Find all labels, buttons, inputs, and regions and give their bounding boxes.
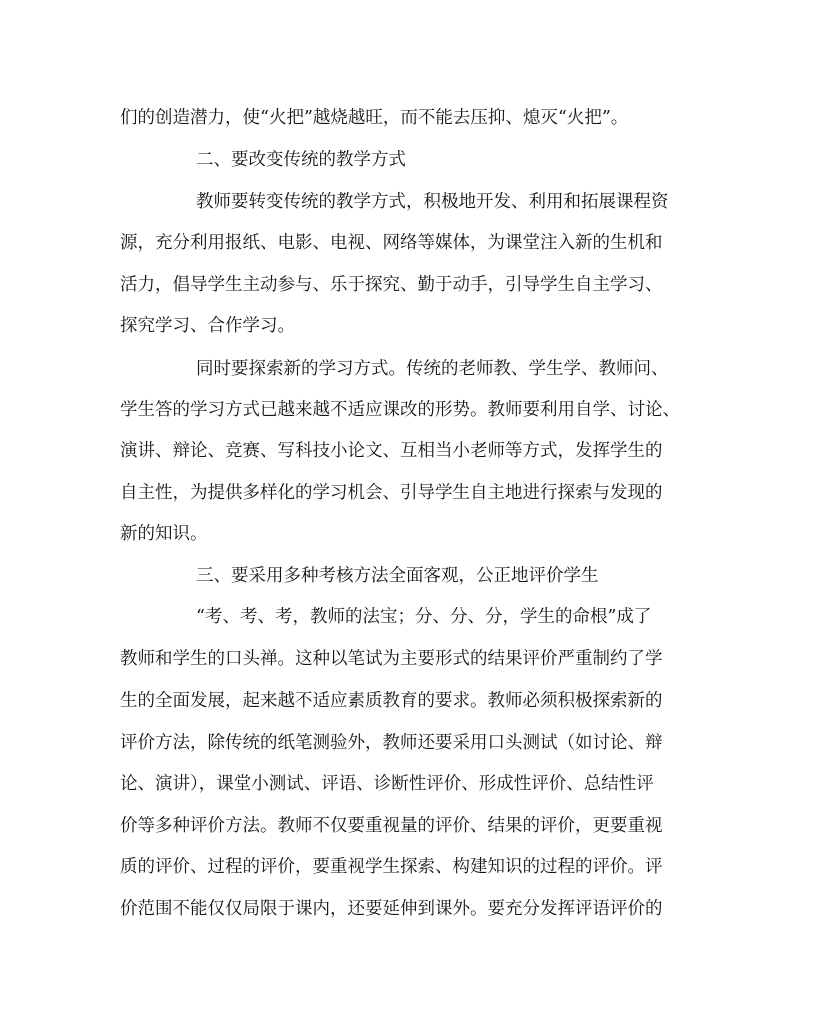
paragraph-line: 源，充分利用报纸、电影、电视、网络等媒体，为课堂注入新的生机和: [120, 233, 663, 253]
section-heading-3: 三、要采用多种考核方法全面客观，公正地评价学生: [196, 566, 599, 586]
paragraph-line: 新的知识。: [120, 524, 208, 544]
paragraph-line: “考、考、考，教师的法宝；分、分、分，学生的命根”成了: [196, 607, 652, 627]
paragraph-line: 教师要转变传统的教学方式，积极地开发、利用和拓展课程资: [196, 192, 669, 212]
paragraph-line: 教师和学生的口头禅。这种以笔试为主要形式的结果评价严重制约了学: [120, 649, 663, 669]
paragraph-line: 探究学习、合作学习。: [120, 316, 295, 336]
paragraph-line: 同时要探索新的学习方式。传统的老师教、学生学、教师问、: [196, 359, 669, 379]
paragraph-line: 价等多种评价方法。教师不仅要重视量的评价、结果的评价，更要重视: [120, 816, 663, 836]
section-heading-2: 二、要改变传统的教学方式: [196, 150, 406, 170]
paragraph-line-continuation: 们的创造潜力，使“火把”越烧越旺，而不能去压抑、熄灭“火把”。: [120, 108, 629, 128]
paragraph-line: 质的评价、过程的评价，要重视学生探索、构建知识的过程的评价。评: [120, 857, 663, 877]
paragraph-line: 论、演讲），课堂小测试、评语、诊断性评价、形成性评价、总结性评: [120, 774, 654, 794]
paragraph-line: 生的全面发展，起来越不适应素质教育的要求。教师必须积极探索新的: [120, 691, 663, 711]
paragraph-line: 自主性，为提供多样化的学习机会、引导学生自主地进行探索与发现的: [120, 483, 663, 503]
paragraph-line: 评价方法，除传统的纸笔测验外，教师还要采用口头测试（如讨论、辩: [120, 733, 663, 753]
paragraph-line: 价范围不能仅仅局限于课内，还要延伸到课外。要充分发挥评语评价的: [120, 899, 663, 919]
paragraph-line: 演讲、辩论、竞赛、写科技小论文、互相当小老师等方式，发挥学生的: [120, 441, 663, 461]
paragraph-line: 学生答的学习方式已越来越不适应课改的形势。教师要利用自学、讨论、: [120, 400, 680, 420]
paragraph-line: 活力，倡导学生主动参与、乐于探究、勤于动手，引导学生自主学习、: [120, 275, 663, 295]
